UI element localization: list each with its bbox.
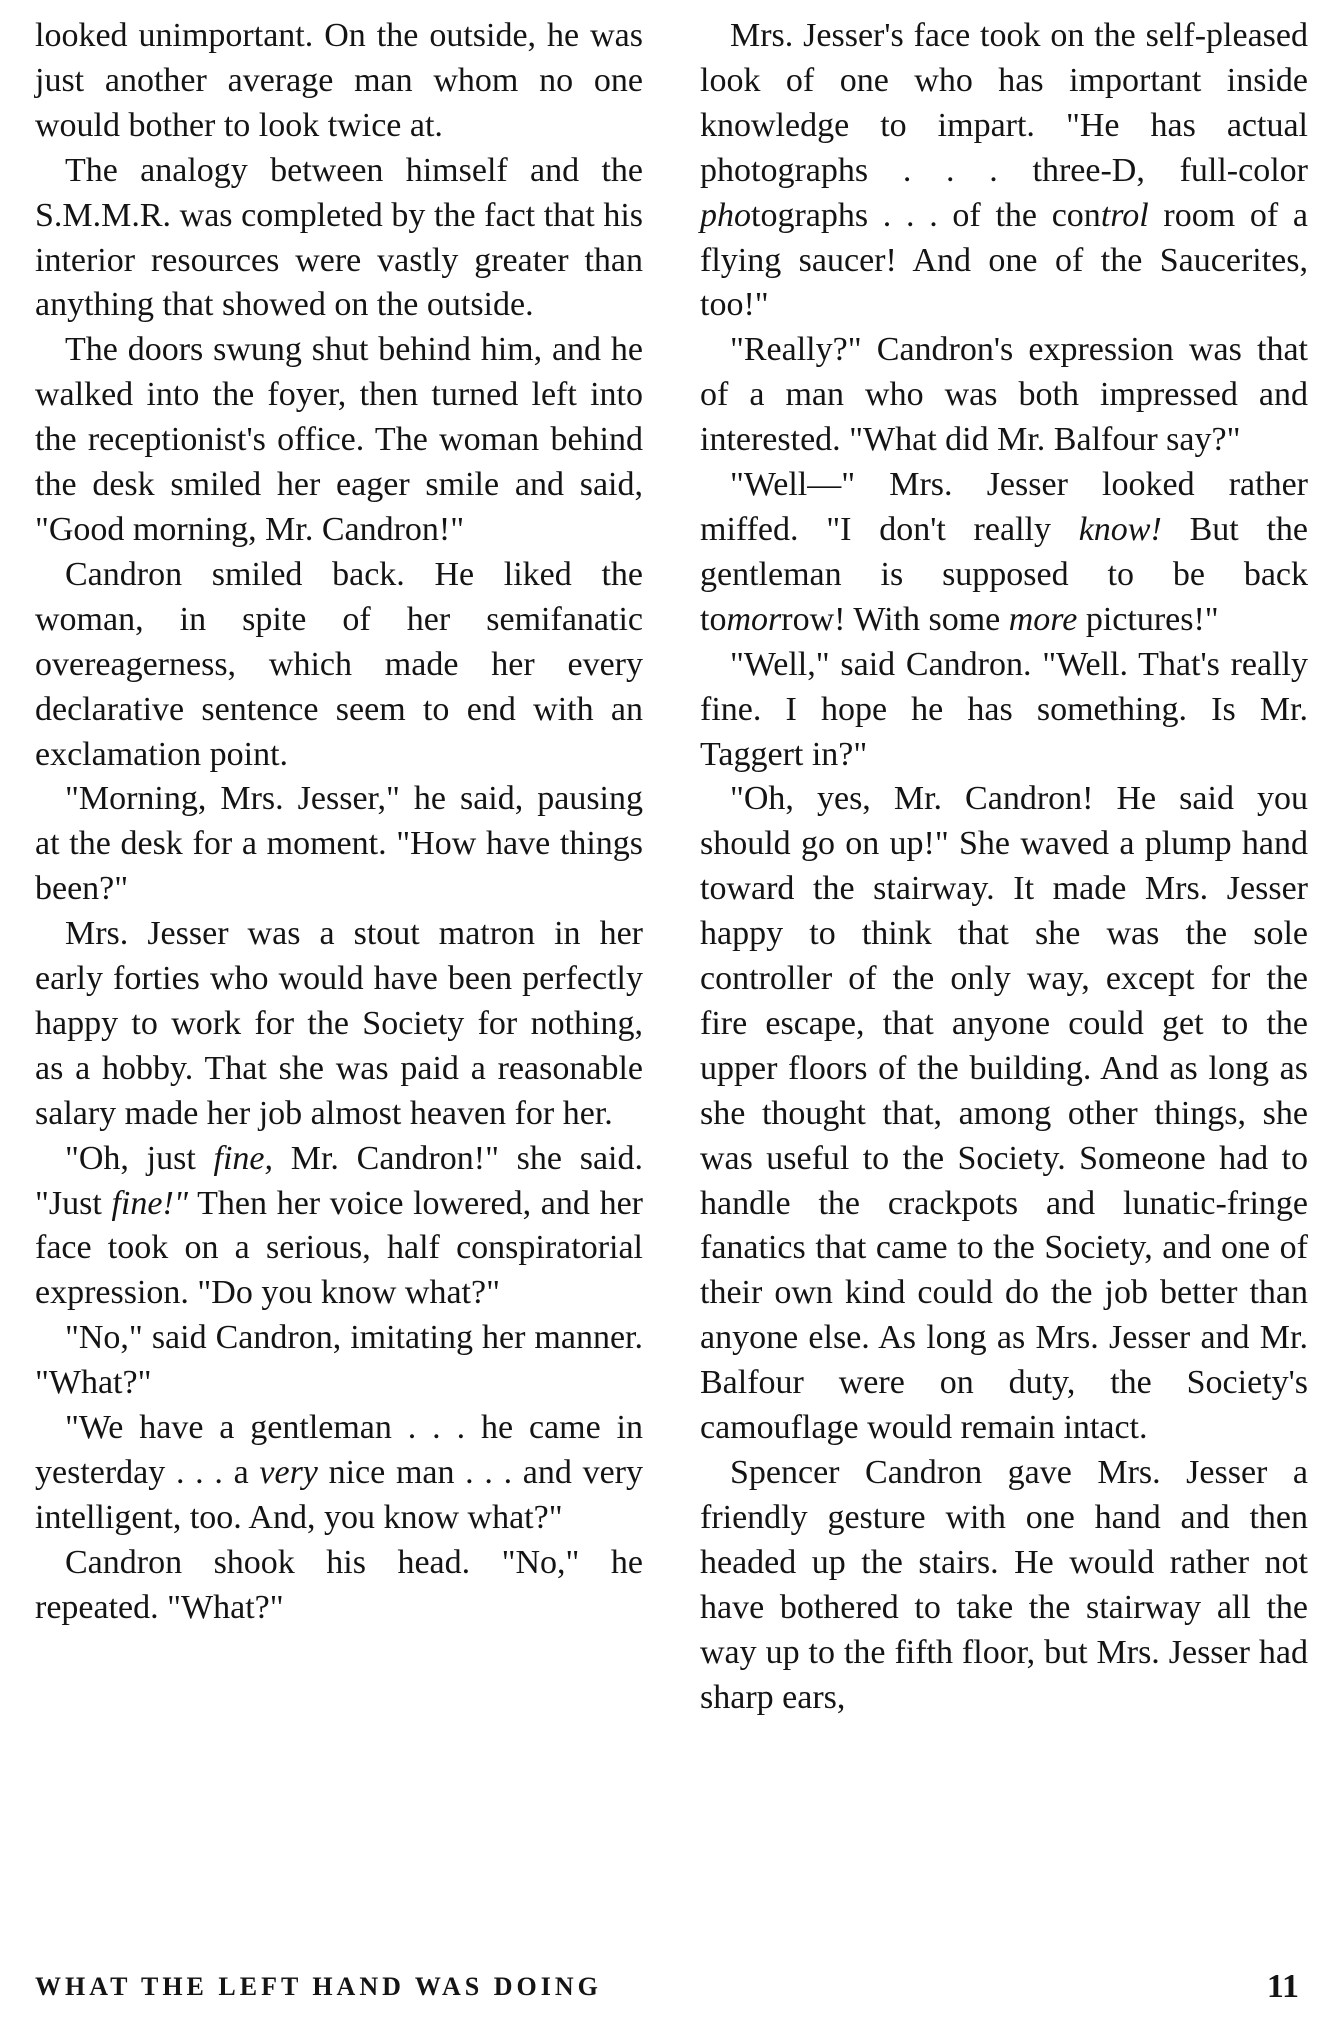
paragraph: Mrs. Jesser was a stout matron in her early forties who would have been perfectly happy to work for the Society for nothing, as a hobby. That she was paid a reasonable salary made her job almost heaven for her. xyxy=(35,915,643,1132)
text-run: "Well—" Mrs. Jesser looked rather miffed. "I don't really xyxy=(700,466,1308,548)
emphasis: trol xyxy=(1100,196,1149,234)
paragraph: Candron shook his head. "No," he repeated. "What?" xyxy=(35,1543,643,1626)
emphasis: know! xyxy=(1078,510,1162,548)
paragraph: looked unimportant. On the outside, he was just another average man whom no one would bother to look twice at. xyxy=(35,17,643,144)
paragraph: "Well," said Candron. "Well. That's really fine. I hope he has something. Is Mr. Taggert in?" xyxy=(700,645,1308,773)
text-run: Mrs. Jesser's face took on the self-pleased look of one who has important inside knowledge to impart. "He has actual photographs . . . three-D, full-color xyxy=(700,17,1308,189)
paragraph: "Morning, Mrs. Jesser," he said, pausing at the desk for a moment. "How have things been?" xyxy=(35,780,643,908)
left-column xyxy=(35,14,643,1631)
paragraph: "Oh, yes, Mr. Candron! He said you should go on up!" She waved a plump hand toward the stairway. It made Mrs. Jesser happy to think that she was the sole controller of the only way, except for the fire escape, that anyone could get to the upper floors of the building. And as long as she thought that, among other things, she was useful to the Society. Someone had to handle the crackpots and lunatic-fringe fanatics that came to the Society, and one of their own kind could do the job better than anyone else. As long as Mrs. Jesser and Mr. Balfour were on duty, the Society's camouflage would remain intact. xyxy=(700,780,1308,1447)
paragraph: The doors swung shut behind him, and he walked into the foyer, then turned left into the receptionist's office. The woman behind the desk smiled her eager smile and said, "Good morning, Mr. Candron!" xyxy=(35,331,643,548)
paragraph xyxy=(700,463,1308,643)
paragraph: "Really?" Candron's expression was that of a man who was both impressed and interested. "What did Mr. Balfour say?" xyxy=(700,331,1308,459)
text-run: Then her voice lowered, and her face took on a serious, half conspiratorial expression. "Do you know what?" xyxy=(35,1184,643,1312)
text-run: Mr. Candron!" she said. "Just xyxy=(35,1139,644,1222)
emphasis: more xyxy=(1008,600,1078,638)
paragraph: The analogy between himself and the S.M.M.R. was completed by the fact that his interior resources were vastly greater than anything that showed on the outside. xyxy=(35,151,643,324)
paragraph: Candron smiled back. He liked the woman, in spite of her semifanatic overeagerness, which made her every declarative sentence seem to end with an exclamation point. xyxy=(35,555,643,773)
text-run: But the gentleman is supposed to be back to xyxy=(700,510,1308,638)
paragraph: Spencer Candron gave Mrs. Jesser a friendly gesture with one hand and then headed up the stairs. He would rather not have bothered to take the stairway all the way up to the fifth floor, but Mrs. Jesser had sharp ears, xyxy=(700,1454,1308,1716)
page-footer xyxy=(35,1968,1299,2016)
page-number: 11 xyxy=(1266,1968,1299,2005)
text-run: pictures!" xyxy=(1077,600,1219,638)
text-run: "We have a gentleman . . . he came in yesterday . . . a xyxy=(35,1409,643,1491)
paragraph xyxy=(35,1406,643,1541)
running-title: WHAT THE LEFT HAND WAS DOING xyxy=(35,1972,602,2001)
paragraph xyxy=(35,1137,643,1317)
text-run: row! With some xyxy=(781,600,1009,638)
text-run: room of a flying saucer! And one of the Saucerites, too!" xyxy=(700,196,1308,324)
emphasis: fine, xyxy=(213,1139,274,1177)
text-run: nice man . . . and very intelligent, too. And, you know what?" xyxy=(35,1454,643,1536)
text-run: "Oh, just xyxy=(65,1139,214,1177)
right-column xyxy=(700,14,1308,1720)
paragraph: "No," said Candron, imitating her manner. "What?" xyxy=(35,1319,643,1402)
emphasis: mor xyxy=(726,600,782,638)
paragraph xyxy=(700,14,1308,328)
emphasis: pho xyxy=(700,196,751,234)
emphasis: fine!" xyxy=(111,1184,189,1222)
text-run: tographs . . . of the con xyxy=(751,196,1101,234)
emphasis: very xyxy=(259,1454,318,1491)
